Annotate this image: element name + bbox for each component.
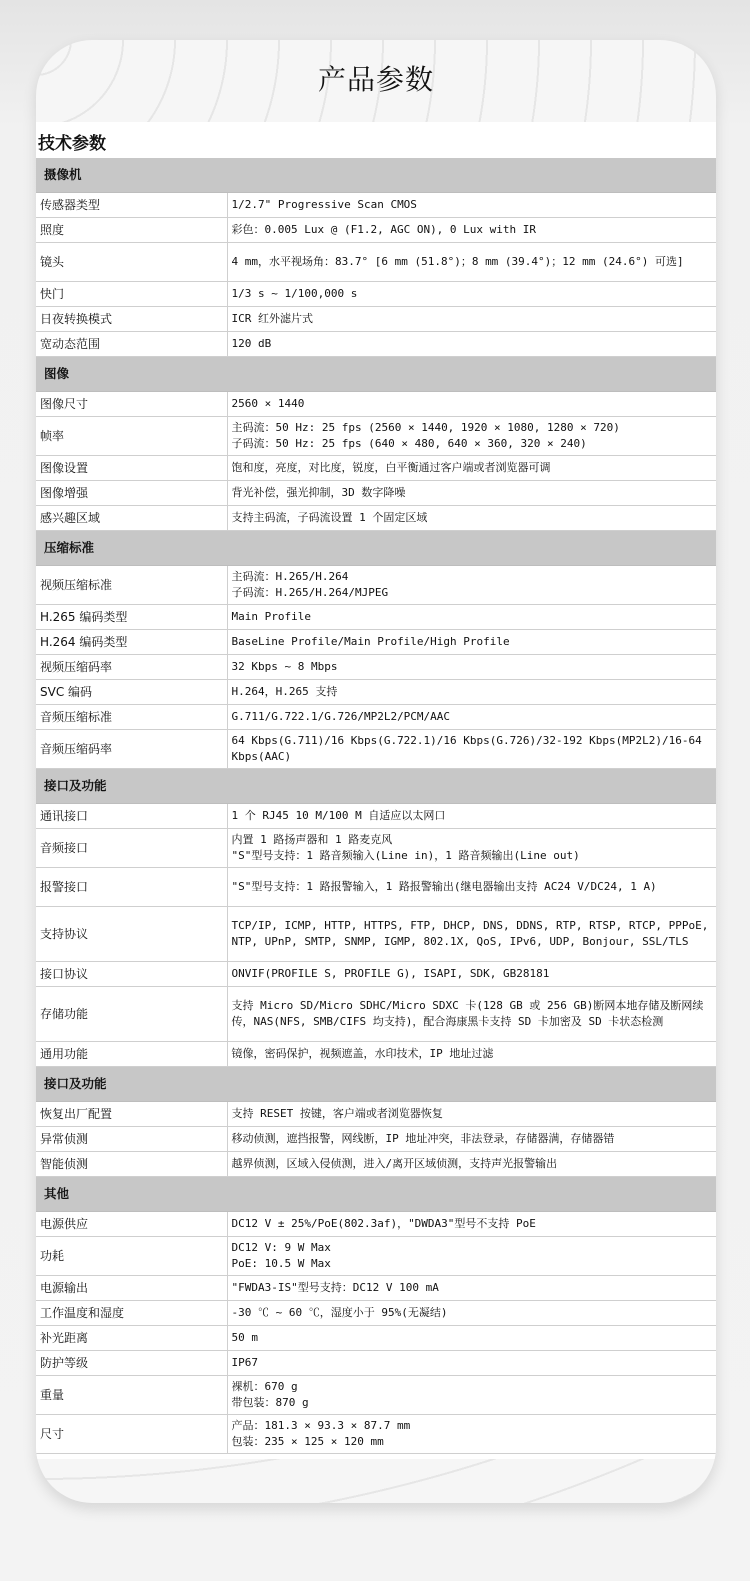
spec-row: [36, 392, 716, 417]
spec-row: [36, 193, 716, 218]
spec-value: TCP/IP, ICMP, HTTP, HTTPS, FTP, DHCP, DNS, DDNS, RTP, RTSP, RTCP, PPPoE, NTP, UPnP, SMTP, SNMP, IGMP, 802.1X, QoS, IPv6, UDP, Bonjour, SSL/TLS: [227, 907, 716, 962]
spec-label: 电源输出: [36, 1276, 227, 1301]
spec-label: H.265 编码类型: [36, 605, 227, 630]
spec-row: [36, 730, 716, 769]
spec-label: 音频压缩标准: [36, 705, 227, 730]
spec-row: [36, 829, 716, 868]
spec-label: 工作温度和湿度: [36, 1301, 227, 1326]
spec-row: [36, 1326, 716, 1351]
spec-label: 音频接口: [36, 829, 227, 868]
spec-value: 主码流：H.265/H.264 子码流：H.265/H.264/MJPEG: [227, 566, 716, 605]
spec-label: 补光距离: [36, 1326, 227, 1351]
spec-value: 内置 1 路扬声器和 1 路麦克风 "S"型号支持：1 路音频输入(Line in)，1 路音频输出(Line out): [227, 829, 716, 868]
spec-row: [36, 1276, 716, 1301]
group-header-row: [36, 531, 716, 566]
spec-label: 智能侦测: [36, 1152, 227, 1177]
spec-row: [36, 804, 716, 829]
spec-row: [36, 630, 716, 655]
spec-label: 宽动态范围: [36, 332, 227, 357]
spec-label: 图像尺寸: [36, 392, 227, 417]
spec-value: ICR 红外滤片式: [227, 307, 716, 332]
spec-row: [36, 1301, 716, 1326]
spec-label: 异常侦测: [36, 1127, 227, 1152]
spec-label: 感兴趣区域: [36, 506, 227, 531]
spec-value: "S"型号支持：1 路报警输入，1 路报警输出(继电器输出支持 AC24 V/DC24, 1 A): [227, 868, 716, 907]
spec-row: [36, 1376, 716, 1415]
spec-label: 快门: [36, 282, 227, 307]
spec-label: H.264 编码类型: [36, 630, 227, 655]
spec-value: 120 dB: [227, 332, 716, 357]
spec-label: 通讯接口: [36, 804, 227, 829]
spec-value: 裸机：670 g 带包装：870 g: [227, 1376, 716, 1415]
spec-label: 照度: [36, 218, 227, 243]
spec-row: [36, 218, 716, 243]
spec-row: [36, 1102, 716, 1127]
spec-value: IP67: [227, 1351, 716, 1376]
spec-row: [36, 907, 716, 962]
spec-label: 电源供应: [36, 1212, 227, 1237]
spec-value: G.711/G.722.1/G.726/MP2L2/PCM/AAC: [227, 705, 716, 730]
spec-row: [36, 962, 716, 987]
spec-row: [36, 417, 716, 456]
spec-row: [36, 1237, 716, 1276]
spec-label: 报警接口: [36, 868, 227, 907]
spec-table: [36, 158, 716, 1454]
spec-label: 传感器类型: [36, 193, 227, 218]
spec-row: [36, 680, 716, 705]
spec-value: 移动侦测，遮挡报警，网线断，IP 地址冲突，非法登录，存储器满，存储器错: [227, 1127, 716, 1152]
spec-row: [36, 307, 716, 332]
spec-label: 通用功能: [36, 1042, 227, 1067]
spec-row: [36, 243, 716, 282]
spec-value: 50 m: [227, 1326, 716, 1351]
spec-label: 视频压缩码率: [36, 655, 227, 680]
spec-value: 1/2.7" Progressive Scan CMOS: [227, 193, 716, 218]
spec-sheet: [36, 122, 716, 1459]
spec-value: 越界侦测，区域入侵侦测，进入/离开区域侦测，支持声光报警输出: [227, 1152, 716, 1177]
spec-row: [36, 655, 716, 680]
spec-value: BaseLine Profile/Main Profile/High Profile: [227, 630, 716, 655]
spec-value: 支持 RESET 按键，客户端或者浏览器恢复: [227, 1102, 716, 1127]
spec-value: DC12 V: 9 W Max PoE: 10.5 W Max: [227, 1237, 716, 1276]
spec-value: Main Profile: [227, 605, 716, 630]
spec-value: 1 个 RJ45 10 M/100 M 自适应以太网口: [227, 804, 716, 829]
spec-value: "FWDA3-IS"型号支持：DC12 V 100 mA: [227, 1276, 716, 1301]
group-header: 接口及功能: [36, 1067, 716, 1102]
spec-row: [36, 1127, 716, 1152]
spec-value: 64 Kbps(G.711)/16 Kbps(G.722.1)/16 Kbps(G.726)/32-192 Kbps(MP2L2)/16-64 Kbps(AAC): [227, 730, 716, 769]
spec-row: [36, 456, 716, 481]
spec-value: DC12 V ± 25%/PoE(802.3af)，"DWDA3"型号不支持 PoE: [227, 1212, 716, 1237]
spec-label: 音频压缩码率: [36, 730, 227, 769]
spec-row: [36, 1351, 716, 1376]
group-header-row: [36, 1067, 716, 1102]
page-title: 产品参数: [317, 63, 434, 96]
spec-value: 背光补偿，强光抑制，3D 数字降噪: [227, 481, 716, 506]
spec-row: [36, 605, 716, 630]
spec-label: 接口协议: [36, 962, 227, 987]
group-header: 其他: [36, 1177, 716, 1212]
spec-label: 支持协议: [36, 907, 227, 962]
spec-row: [36, 1415, 716, 1454]
spec-label: 图像增强: [36, 481, 227, 506]
spec-row: [36, 987, 716, 1042]
spec-row: [36, 705, 716, 730]
group-header-row: [36, 357, 716, 392]
group-header: 压缩标准: [36, 531, 716, 566]
spec-value: 镜像，密码保护，视频遮盖，水印技术，IP 地址过滤: [227, 1042, 716, 1067]
spec-value: 4 mm，水平视场角：83.7° [6 mm (51.8°)；8 mm (39.4°)；12 mm (24.6°) 可选]: [227, 243, 716, 282]
spec-label: 帧率: [36, 417, 227, 456]
spec-label: SVC 编码: [36, 680, 227, 705]
group-header-row: [36, 769, 716, 804]
spec-value: 产品：181.3 × 93.3 × 87.7 mm 包装：235 × 125 × 120 mm: [227, 1415, 716, 1454]
group-header-row: [36, 1177, 716, 1212]
spec-row: [36, 506, 716, 531]
spec-row: [36, 282, 716, 307]
spec-value: ONVIF(PROFILE S, PROFILE G), ISAPI, SDK, GB28181: [227, 962, 716, 987]
spec-value: 支持主码流，子码流设置 1 个固定区域: [227, 506, 716, 531]
spec-label: 存储功能: [36, 987, 227, 1042]
spec-label: 防护等级: [36, 1351, 227, 1376]
spec-row: [36, 481, 716, 506]
spec-label: 尺寸: [36, 1415, 227, 1454]
group-header: 摄像机: [36, 158, 716, 193]
spec-value: 支持 Micro SD/Micro SDHC/Micro SDXC 卡(128 GB 或 256 GB)断网本地存储及断网续传，NAS(NFS, SMB/CIFS 均支持)，配合海康黑卡支持 SD 卡加密及 SD 卡状态检测: [227, 987, 716, 1042]
spec-label: 重量: [36, 1376, 227, 1415]
spec-label: 功耗: [36, 1237, 227, 1276]
spec-value: 饱和度，亮度，对比度，锐度，白平衡通过客户端或者浏览器可调: [227, 456, 716, 481]
group-header: 接口及功能: [36, 769, 716, 804]
spec-row: [36, 566, 716, 605]
spec-value: H.264，H.265 支持: [227, 680, 716, 705]
group-header: 图像: [36, 357, 716, 392]
spec-value: -30 ℃ ~ 60 ℃，湿度小于 95%(无凝结): [227, 1301, 716, 1326]
section-title: 技术参数: [38, 134, 106, 154]
spec-row: [36, 1152, 716, 1177]
spec-label: 镜头: [36, 243, 227, 282]
spec-value: 2560 × 1440: [227, 392, 716, 417]
spec-label: 日夜转换模式: [36, 307, 227, 332]
spec-label: 视频压缩标准: [36, 566, 227, 605]
spec-row: [36, 1042, 716, 1067]
spec-value: 主码流：50 Hz: 25 fps (2560 × 1440, 1920 × 1080, 1280 × 720) 子码流：50 Hz: 25 fps (640 × 480, 640 × 360, 320 × 240): [227, 417, 716, 456]
spec-row: [36, 868, 716, 907]
spec-value: 1/3 s ~ 1/100,000 s: [227, 282, 716, 307]
spec-row: [36, 332, 716, 357]
spec-card: [36, 40, 716, 1503]
spec-value: 32 Kbps ~ 8 Mbps: [227, 655, 716, 680]
group-header-row: [36, 158, 716, 193]
spec-label: 恢复出厂配置: [36, 1102, 227, 1127]
spec-label: 图像设置: [36, 456, 227, 481]
spec-row: [36, 1212, 716, 1237]
spec-value: 彩色：0.005 Lux @ (F1.2, AGC ON), 0 Lux with IR: [227, 218, 716, 243]
